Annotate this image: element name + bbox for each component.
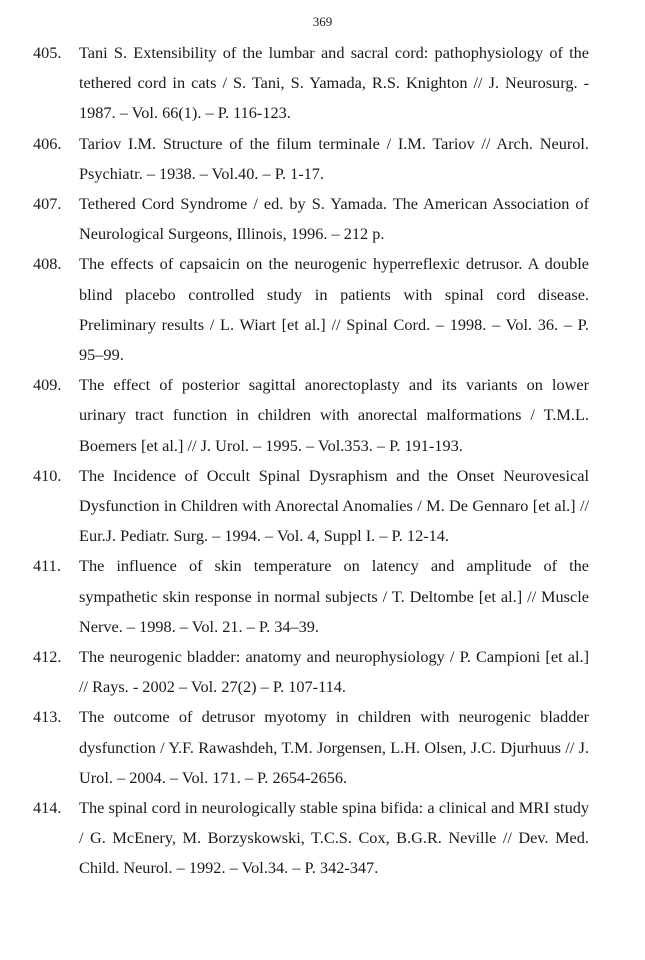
reference-text: The influence of skin temperature on latency and amplitude of the sympathetic skin response in normal subjects / T. Deltombe [et al.] // Muscle Nerve. – 1998. – Vol. 21. – P. 34–39. — [79, 556, 589, 636]
reference-item — [33, 370, 589, 461]
reference-item — [33, 189, 589, 249]
reference-item — [33, 793, 589, 884]
reference-item — [33, 249, 589, 370]
reference-item — [33, 38, 589, 129]
reference-item — [33, 461, 589, 552]
reference-number: 406. — [33, 133, 62, 153]
reference-number: 410. — [33, 465, 62, 485]
reference-number: 405. — [33, 43, 62, 62]
page-number: 369 — [312, 14, 333, 29]
reference-text: Tethered Cord Syndrome / ed. by S. Yamada. The American Association of Neurological Surgeons, Illinois, 1996. – 212 p. — [79, 194, 589, 244]
reference-number: 413. — [33, 707, 62, 727]
reference-text: The effect of posterior sagittal anorectoplasty and its variants on lower urinary tract function in children with anorectal malformations / T.M.L. Boemers [et al.] // J. Urol. – 1995. – Vol.353. – P. 191-193. — [79, 375, 589, 455]
reference-number: 409. — [33, 375, 62, 395]
reference-text: The spinal cord in neurologically stable spina bifida: a clinical and MRI study / G. McEnery, M. Borzyskowski, T.C.S. Cox, B.G.R. Neville // Dev. Med. Child. Neurol. – 1992. – Vol.34. – P. 342-347. — [79, 798, 589, 878]
reference-item — [33, 642, 589, 702]
reference-number: 414. — [33, 798, 62, 818]
reference-text: The Incidence of Occult Spinal Dysraphism and the Onset Neurovesical Dysfunction in Children with Anorectal Anomalies / M. De Gennaro [et al.] // Eur.J. Pediatr. Surg. – 1994. – Vol. 4, Suppl I. – P. 12-14. — [79, 465, 589, 546]
reference-number: 408. — [33, 254, 62, 274]
reference-list — [33, 38, 589, 884]
reference-text: Tariov I.M. Structure of the filum terminale / I.M. Tariov // Arch. Neurol. Psychiatr. – 1938. – Vol.40. – P. 1-17. — [79, 133, 589, 183]
reference-text: The outcome of detrusor myotomy in children with neurogenic bladder dysfunction / Y.F. Rawashdeh, T.M. Jorgensen, L.H. Olsen, J.C. Djurhuus // J. Urol. – 2004. – Vol. 171. – P. 2654-2656. — [79, 707, 589, 787]
reference-number: 407. — [33, 194, 62, 214]
reference-text: Tani S. Extensibility of the lumbar and sacral cord: pathophysiology of the tethered cord in cats / S. Tani, S. Yamada, R.S. Knighton // J. Neurosurg. - 1987. – Vol. 66(1). – P. 116-123. — [79, 43, 589, 123]
reference-item — [33, 551, 589, 642]
reference-number: 411. — [33, 556, 61, 576]
reference-text: The neurogenic bladder: anatomy and neurophysiology / P. Campioni [et al.] // Rays. - 2002 – Vol. 27(2) – P. 107-114. — [79, 647, 589, 697]
reference-item — [33, 702, 589, 793]
reference-text: The effects of capsaicin on the neurogenic hyperreflexic detrusor. A double blind placebo controlled study in patients with spinal cord disease. Preliminary results / L. Wiart [et al.] // Spinal Cord. – 1998. – Vol. 36. – P. 95–99. — [79, 254, 589, 365]
reference-number: 412. — [33, 647, 62, 667]
reference-item — [33, 129, 589, 189]
